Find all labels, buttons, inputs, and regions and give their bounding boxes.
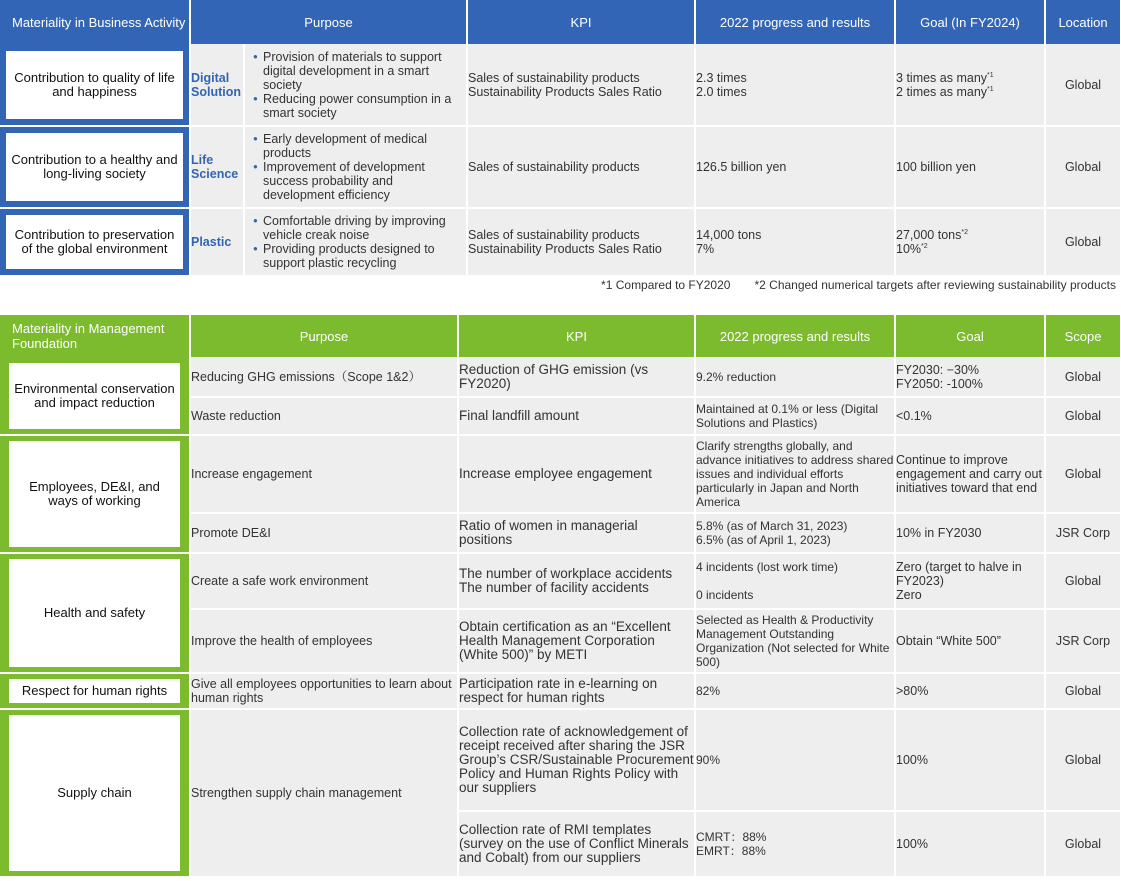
progress-cell: 9.2% reduction	[695, 357, 895, 397]
goal-cell: 100%	[895, 709, 1045, 811]
category-label: Life Science	[190, 126, 244, 208]
header-materiality: Materiality in Business Activity	[0, 0, 190, 44]
kpi-cell: Obtain certification as an “Excellent Health Management Corporation (White 500)” by METI	[458, 609, 695, 673]
materiality-label: Respect for human rights	[9, 679, 180, 703]
materiality-label: Supply chain	[9, 715, 180, 871]
table-row	[0, 673, 1121, 709]
progress-line: 14,000 tons	[696, 228, 762, 242]
header-kpi: KPI	[467, 0, 695, 44]
table-row	[0, 357, 1121, 397]
kpi-cell: Collection rate of acknowledgement of receipt received after sharing the JSR Group’s CSR/Sustainable Procurement Policy and Human Rights Policy with our suppliers	[458, 709, 695, 811]
goal-line: 3 times as many	[896, 70, 988, 85]
purpose-cell: Give all employees opportunities to learn about human rights	[190, 673, 458, 709]
business-activity-table	[0, 0, 1121, 277]
scope-cell: JSR Corp	[1045, 513, 1121, 553]
category-label: Digital Solution	[190, 44, 244, 126]
progress-line: 2.3 times	[696, 70, 747, 85]
materiality-label: Environmental conservation and impact reduction	[9, 363, 180, 429]
foundation-header-row	[0, 315, 1121, 357]
scope-cell: Global	[1045, 673, 1121, 709]
progress-cell: 90%	[695, 709, 895, 811]
goal-cell: 100%	[895, 811, 1045, 877]
goal-line: 10%	[896, 242, 922, 256]
footnotes	[0, 278, 1116, 292]
footnote: *2 Changed numerical targets after reviewing sustainability products	[754, 278, 1116, 292]
scope-cell: Global	[1045, 553, 1121, 609]
progress-cell: CMRT：88% EMRT：88%	[695, 811, 895, 877]
management-foundation-table	[0, 315, 1121, 878]
kpi-cell: Participation rate in e-learning on respect for human rights	[458, 673, 695, 709]
materiality-label: Contribution to a healthy and long-living society	[6, 133, 183, 201]
materiality-label: Employees, DE&I, and ways of working	[9, 441, 180, 547]
header-progress: 2022 progress and results	[695, 315, 895, 357]
goal-cell: Zero (target to halve in FY2023) Zero	[895, 553, 1045, 609]
purpose-item: ● Early development of medical products	[255, 132, 466, 160]
foundation-body	[0, 357, 1121, 877]
header-goal: Goal	[895, 315, 1045, 357]
kpi-cell: Reduction of GHG emission (vs FY2020)	[458, 357, 695, 397]
header-goal: Goal (In FY2024)	[895, 0, 1045, 44]
purpose-item: ● Providing products designed to support plastic recycling	[255, 242, 466, 270]
purpose-item: ● Improvement of development success probability and development efficiency	[255, 160, 466, 202]
purpose-cell: Reducing GHG emissions（Scope 1&2）	[190, 357, 458, 397]
progress-line: 7%	[696, 242, 715, 256]
materiality-label: Contribution to quality of life and happiness	[6, 51, 183, 119]
kpi-cell: Increase employee engagement	[458, 435, 695, 513]
materiality-label: Contribution to preservation of the global environment	[6, 215, 183, 269]
location-value: Global	[1045, 44, 1121, 126]
kpi-line: Sustainability Products Sales Ratio	[468, 84, 662, 99]
purpose-item: ● Provision of materials to support digital development in a smart society	[255, 50, 466, 92]
kpi-cell: Collection rate of RMI templates (survey on the use of Conflict Minerals and Cobalt) from our suppliers	[458, 811, 695, 877]
scope-cell: Global	[1045, 435, 1121, 513]
table-row	[0, 208, 1121, 276]
progress-cell: 4 incidents (lost work time) 0 incidents	[695, 553, 895, 609]
goal-cell: <0.1%	[895, 397, 1045, 435]
footnote-mark: *1	[987, 71, 994, 79]
progress-line: 2.0 times	[696, 84, 747, 99]
goal-cell: Obtain “White 500”	[895, 609, 1045, 673]
progress-cell: 82%	[695, 673, 895, 709]
scope-cell: Global	[1045, 709, 1121, 811]
kpi-line: Sales of sustainability products	[468, 70, 640, 85]
goal-cell: Continue to improve engagement and carry out initiatives toward that end	[895, 435, 1045, 513]
kpi-line: Sales of sustainability products	[468, 228, 640, 242]
scope-cell: Global	[1045, 357, 1121, 397]
kpi-cell: The number of workplace accidents The number of facility accidents	[458, 553, 695, 609]
category-label: Plastic	[190, 208, 244, 276]
kpi-line: Sales of sustainability products	[468, 160, 640, 174]
location-value: Global	[1045, 126, 1121, 208]
footnote-mark: *2	[961, 228, 968, 236]
location-value: Global	[1045, 208, 1121, 276]
header-purpose: Purpose	[190, 0, 467, 44]
scope-cell: Global	[1045, 397, 1121, 435]
table-row	[0, 709, 1121, 811]
purpose-cell: Waste reduction	[190, 397, 458, 435]
header-kpi: KPI	[458, 315, 695, 357]
purpose-cell: Improve the health of employees	[190, 609, 458, 673]
progress-cell: 5.8% (as of March 31, 2023) 6.5% (as of April 1, 2023)	[695, 513, 895, 553]
progress-cell: Maintained at 0.1% or less (Digital Solutions and Plastics)	[695, 397, 895, 435]
purpose-item: ● Comfortable driving by improving vehicle creak noise	[255, 214, 466, 242]
goal-cell: >80%	[895, 673, 1045, 709]
progress-cell: Clarify strengths globally, and advance initiatives to address shared issues and individual efforts particularly in Japan and North America	[695, 435, 895, 513]
goal-cell: FY2030: −30% FY2050: -100%	[895, 357, 1045, 397]
footnote-mark: *2	[921, 242, 928, 250]
kpi-cell: Final landfill amount	[458, 397, 695, 435]
materiality-label: Health and safety	[9, 559, 180, 667]
kpi-cell: Ratio of women in managerial positions	[458, 513, 695, 553]
footnote-mark: *1	[987, 85, 994, 93]
purpose-item: ● Reducing power consumption in a smart society	[255, 92, 466, 120]
header-scope: Scope	[1045, 315, 1121, 357]
table-row	[0, 126, 1121, 208]
table-row	[0, 553, 1121, 609]
footnote: *1 Compared to FY2020	[601, 278, 731, 292]
goal-line: 2 times as many	[896, 84, 988, 99]
purpose-cell: Promote DE&I	[190, 513, 458, 553]
table-row	[0, 44, 1121, 126]
scope-cell: Global	[1045, 811, 1121, 877]
progress-cell: Selected as Health & Productivity Management Outstanding Organization (Not selected for White 500)	[695, 609, 895, 673]
goal-line: 27,000 tons	[896, 228, 962, 242]
kpi-line: Sustainability Products Sales Ratio	[468, 242, 662, 256]
goal-line: 100 billion yen	[896, 160, 976, 174]
scope-cell: JSR Corp	[1045, 609, 1121, 673]
header-progress: 2022 progress and results	[695, 0, 895, 44]
purpose-cell: Create a safe work environment	[190, 553, 458, 609]
header-materiality: Materiality in Management Foundation	[0, 315, 190, 357]
table-row	[0, 435, 1121, 513]
purpose-cell: Increase engagement	[190, 435, 458, 513]
goal-cell: 10% in FY2030	[895, 513, 1045, 553]
header-purpose: Purpose	[190, 315, 458, 357]
progress-line: 126.5 billion yen	[696, 160, 787, 174]
business-header-row	[0, 0, 1121, 44]
purpose-cell: Strengthen supply chain management	[190, 709, 458, 877]
header-location: Location	[1045, 0, 1121, 44]
